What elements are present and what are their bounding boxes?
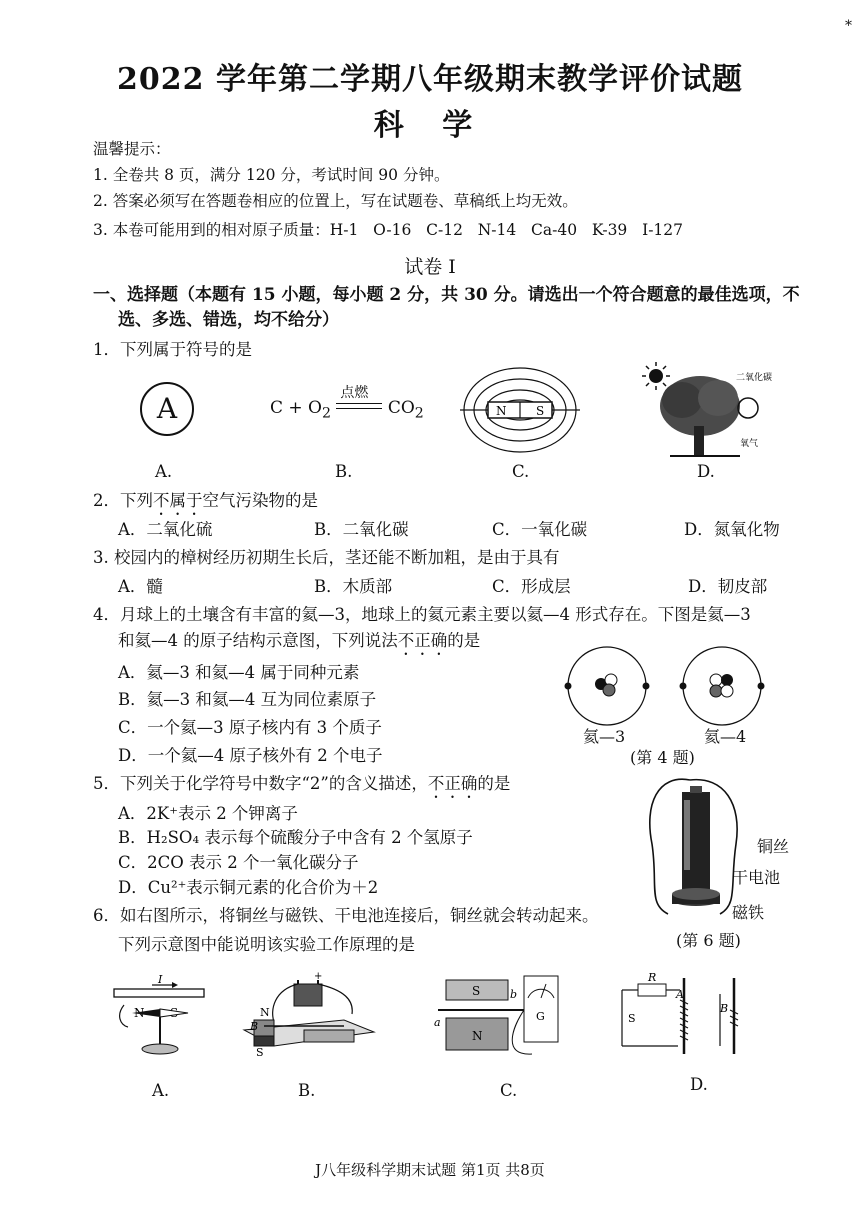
q1-magnet-s-label: S <box>536 404 545 418</box>
q1-circle-letter: A <box>156 392 178 425</box>
corner-mark: * <box>845 18 852 34</box>
q1-tree-photosynthesis-figure <box>640 360 790 460</box>
subject-title: 科 学 <box>373 108 487 143</box>
q6-d-b-label: B <box>720 1002 729 1015</box>
q6-b-n-label: N <box>260 1006 270 1019</box>
battery-icon <box>682 786 710 892</box>
q4-stem-line2 <box>118 627 480 659</box>
q6-figure-a-oersted <box>112 975 212 1057</box>
q4-label-he4: 氦—4 <box>704 727 747 746</box>
q1-label-co2: 二氧化碳 <box>736 373 773 383</box>
nail-b-icon <box>730 978 738 1054</box>
q6-b-plus-label: + <box>314 971 323 982</box>
tip-item-1: 1. 全卷共 8 页，满分 120 分，考试时间 90 分钟。 <box>93 166 450 184</box>
q6-option-d: D. <box>690 1075 708 1094</box>
q1-magnetic-field-figure <box>460 362 580 458</box>
q5-option-b: B．H₂SO₄ 表示每个硫酸分子中含有 2 个氢原子 <box>118 828 473 847</box>
q4-stem-pre: 和氦—4 的原子结构示意图，下列说法 <box>118 631 398 650</box>
q2-option-b: B．二氧化碳 <box>314 520 409 539</box>
q4-option-a: A．氦—3 和氦—4 属于同种元素 <box>118 663 360 682</box>
q1-stem: 1．下列属于符号的是 <box>93 340 252 359</box>
q5-option-c: C．2CO 表示 2 个一氧化碳分子 <box>118 853 359 872</box>
q1-option-a: A. <box>155 462 173 481</box>
q6-stem-line2: 下列示意图中能说明该实验工作原理的是 <box>118 935 415 954</box>
q1-eq-right-sub: 2 <box>414 405 424 422</box>
q6-c-a-label: a <box>434 1016 441 1029</box>
q6-d-s-label: S <box>628 1012 636 1025</box>
q1-option-b: B. <box>335 462 353 481</box>
q5-option-a: A．2K⁺表示 2 个钾离子 <box>118 804 298 823</box>
sun-icon <box>642 362 670 390</box>
q6-c-g-label: G <box>536 1010 545 1023</box>
q3-option-b: B．木质部 <box>314 577 393 596</box>
q6-d-a-label: A <box>676 988 684 1001</box>
q2-stem-post: 空气污染物的是 <box>202 491 318 510</box>
q6-label-battery: 干电池 <box>732 868 781 887</box>
q3-stem: 3. 校园内的樟树经历初期生长后，茎还能不断加粗，是由于具有 <box>93 548 560 567</box>
q4-figure-caption: (第 4 题) <box>630 748 695 767</box>
q4-stem-post: 的是 <box>447 631 481 650</box>
q3-option-a: A．髓 <box>118 577 163 596</box>
q6-figure-d-electromagnet <box>608 970 748 1060</box>
q1-eq-left: C + O <box>270 398 322 418</box>
q1-option-c: C. <box>512 462 530 481</box>
section-heading-line2: 选、多选、错选，均不给分） <box>118 310 339 330</box>
q4-option-b: B．氦—3 和氦—4 互为同位素原子 <box>118 690 377 709</box>
q1-eq-condition: 点燃 <box>340 384 369 401</box>
q5-stem-emphasis: 不正确 <box>427 774 478 793</box>
exam-title: 2022 学年第二学期八年级期末教学评价试题 <box>117 62 743 97</box>
q6-figure-b-motor <box>234 970 384 1060</box>
helium-4-atom <box>680 647 765 725</box>
q6-label-copper-wire: 铜丝 <box>757 837 790 856</box>
q2-option-c: C．一氧化碳 <box>492 520 588 539</box>
q4-label-he3: 氦—3 <box>583 727 626 746</box>
q5-stem <box>93 770 510 802</box>
magnet-icon <box>672 888 720 906</box>
q1-eq-right: CO <box>387 398 415 418</box>
q6-option-c: C. <box>500 1081 518 1100</box>
tip-item-3: 3. 本卷可能用到的相对原子质量：H-1 O-16 C-12 N-14 Ca-40 K-39 I-127 <box>93 221 684 239</box>
q6-figure-caption: (第 6 题) <box>676 931 741 950</box>
q4-stem-line1: 4．月球上的土壤含有丰富的氦—3，地球上的氦元素主要以氦—4 形式存在。下图是氦—3 <box>93 605 751 624</box>
q3-option-d: D．韧皮部 <box>688 577 768 596</box>
tips-heading: 温馨提示： <box>93 140 171 158</box>
q6-a-current-label: I <box>158 975 163 986</box>
q2-stem-pre: 2．下列 <box>93 491 153 510</box>
q1-label-o2: 氧气 <box>740 439 759 449</box>
tip-item-2: 2. 答案必须写在答题卷相应的位置上，写在试题卷、草稿纸上均无效。 <box>93 192 578 210</box>
section-heading-line1: 一、选择题（本题有 15 小题，每小题 2 分，共 30 分。请选出一个符合题意的最佳选项，不 <box>93 285 800 305</box>
q2-option-d: D．氮氧化物 <box>684 520 780 539</box>
tree-icon <box>660 376 740 456</box>
q4-option-d: D．一个氦—4 原子核外有 2 个电子 <box>118 746 383 765</box>
q4-helium-atoms-figure <box>555 646 775 728</box>
q1-magnet-n-label: N <box>496 404 507 418</box>
q1-eq-left-sub: 2 <box>322 405 332 422</box>
q6-c-n-label: N <box>472 1029 483 1043</box>
q6-b-b-label: B <box>250 1020 259 1033</box>
q6-figure-c-generator <box>432 968 562 1060</box>
q2-option-a: A．二氧化硫 <box>118 520 213 539</box>
q1-circle-a-symbol <box>140 382 194 436</box>
q1-option-d: D. <box>697 462 715 481</box>
q2-stem <box>93 487 318 519</box>
q6-c-s-label: S <box>472 984 481 998</box>
q6-option-a: A. <box>152 1081 170 1100</box>
q6-b-s-label: S <box>256 1046 264 1059</box>
paper-label: 试卷 I <box>404 256 456 278</box>
q5-option-d: D．Cu²⁺表示铜元素的化合价为＋2 <box>118 878 379 897</box>
q4-stem-emphasis: 不正确 <box>397 631 448 650</box>
q6-c-b-label: b <box>510 988 518 1001</box>
helium-3-atom <box>565 647 650 725</box>
page-footer: J八年级科学期末试题 第1页 共8页 <box>315 1161 545 1179</box>
galvanometer-icon <box>524 976 558 1042</box>
q1-chemical-equation <box>270 384 424 422</box>
q6-d-r-label: R <box>648 971 657 984</box>
q6-label-magnet: 磁铁 <box>732 903 765 922</box>
q5-stem-pre: 5．下列关于化学符号中数字“2”的含义描述， <box>93 774 428 793</box>
battery-icon <box>294 980 322 1006</box>
q2-stem-emphasis: 不属于 <box>153 491 203 510</box>
q6-stem-line1: 6．如右图所示，将铜丝与磁铁、干电池连接后，铜丝就会转动起来。 <box>93 906 599 925</box>
q5-stem-post: 的是 <box>477 774 511 793</box>
q3-option-c: C．形成层 <box>492 577 571 596</box>
q4-option-c: C．一个氦—3 原子核内有 3 个质子 <box>118 718 382 737</box>
q6-option-b: B. <box>298 1081 316 1100</box>
